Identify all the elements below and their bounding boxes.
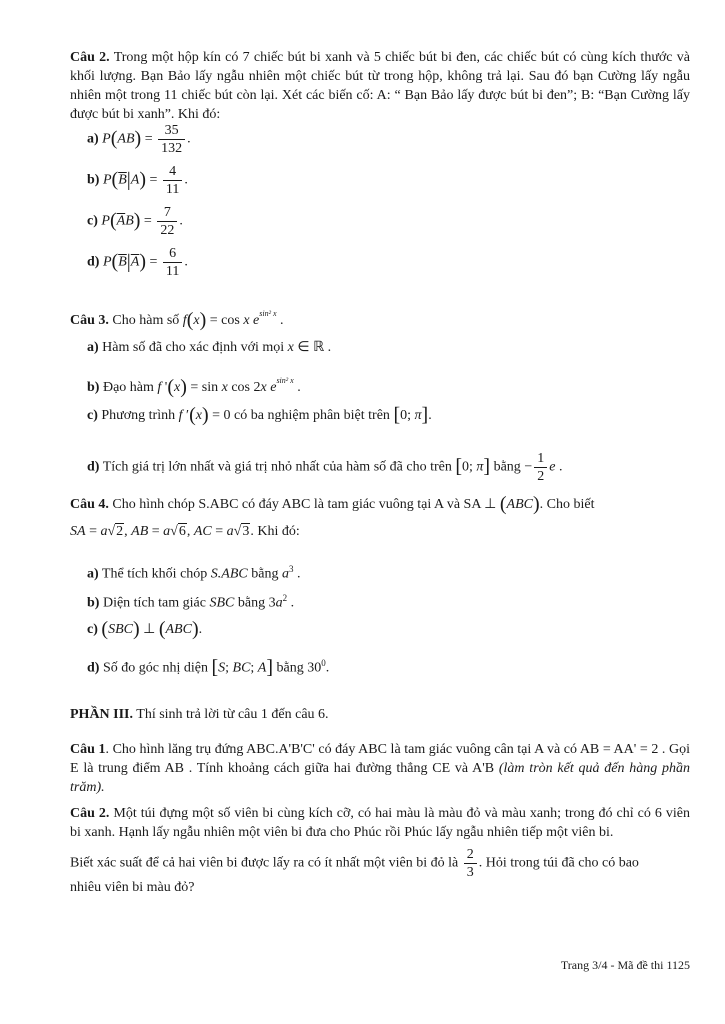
question-text: Trong một hộp kín có 7 chiếc bút bi xanh và 5 chiếc bút bi đen, các chiếc bút có cùng kích thước và khối lượng. Bạn Bảo lấy ngẫu nhiên một chiếc bút từ trong hộp, không trả lại. Sau đó bạn Cường lấy ngẫu nhiên một trong 11 chiếc bút còn lại. Xét các biến cố: A: “ Bạn Bảo lấy được bút bi đen”; B: “Bạn Cường lấy được bút bi xanh”. Khi đó: [70,50,690,122]
option-label: b) [87,172,100,188]
option-label: c) [87,408,98,423]
question-2 [70,48,690,124]
question-3: Câu 3. Cho hàm số f(x) = cos x $e^{sin^2 x}$ . [70,309,284,331]
option-3d: d) Tích giá trị lớn nhất và giá trị nhỏ nhất của hàm số đã cho trên [0; π] bằng − $\frac{1}{2}$ e . [87,451,563,484]
part-3-question-1: Câu 1. Cho hình lăng trụ đứng ABC.A'B'C' có đáy ABC là tam giác vuông cân tại A và có AB = AA' = 2 . Gọi E là trung điểm AB . Tính khoảng cách giữa hai đường thẳng CE và A'B (làm tròn kết quả đến hàng phần trăm). [70,742,690,795]
option-label: d) [87,660,100,676]
option-2d: d) $P(\overline{B}|\overline{A})$ = $\frac{6}{11}$ . [87,246,188,279]
option-4b: b) Diện tích tam giác SBC bằng $3a^2$ . [87,593,295,611]
question-label: Câu 4. [70,497,109,512]
option-label: b) [87,595,100,611]
fraction: $\frac{35}{132}$ [158,122,185,157]
question-label: Câu 2. [70,50,110,65]
option-label: c) [87,213,98,229]
option-label: d) [87,254,100,270]
fraction: $\frac{1}{2}$ [534,450,547,485]
option-2c: c) $P(\overline{A}B)$ = $\frac{7}{22}$ . [87,205,183,238]
part-3-question-2-end: nhiêu viên bi màu đỏ? [70,880,195,895]
option-label: a) [87,566,99,582]
question-4-givens: SA = a√2, AB = a√6, AC = a√3. Khi đó: [70,524,300,539]
option-label: d) [87,459,100,475]
option-label: a) [87,131,99,147]
option-label: b) [87,380,100,395]
option-2a: a) P(AB) = $\frac{35}{132}$ . [87,123,191,156]
option-4d: d) Số đo góc nhị diện [S; BC; A] bằng $30^0$. [87,656,330,679]
fraction: $\frac{7}{22}$ [157,204,177,239]
fraction: $\frac{2}{3}$ [464,846,477,881]
page-footer: Trang 3/4 - Mã đề thi 1125 [560,958,690,972]
option-3c: c) Phương trình f ′(x) = 0 có ba nghiệm phân biệt trên [0; π]. [87,404,432,426]
part-3-question-2-line: Biết xác suất để cả hai viên bi được lấy ra có ít nhất một viên bi đỏ là $\frac{2}{3}$ . Hỏi trong túi đã cho có bao [70,847,639,880]
question-label: Câu 1 [70,742,106,757]
fraction: $\frac{4}{11}$ [163,163,182,198]
question-label: Câu 2. [70,806,110,821]
option-3b: b) Đạo hàm f '(x) = sin x cos 2x $e^{sin^2 x}$ . [87,376,301,398]
option-4c: c) (SBC) ⊥ (ABC). [87,618,203,640]
option-2b: b) $P(\overline{B}|A)$ = $\frac{4}{11}$ . [87,164,188,197]
question-4: Câu 4. Cho hình chóp S.ABC có đáy ABC là tam giác vuông tại A và SA ⊥ (ABC). Cho biết [70,493,595,515]
option-label: a) [87,340,99,355]
fraction: $\frac{6}{11}$ [163,245,182,280]
option-3a: a) Hàm số đã cho xác định với mọi x ∈ ℝ . [87,340,332,355]
part-3-question-2: Câu 2. Một túi đựng một số viên bi cùng kích cỡ, có hai màu là màu đỏ và màu xanh; trong đó chỉ có 6 viên bi xanh. Hạnh lấy ngẫu nhiên một viên bi đưa cho Phúc rồi Phúc lấy ngẫu nhiên tiếp một viên bi. [70,806,690,840]
part-3-heading: PHẦN III. Thí sinh trả lời từ câu 1 đến câu 6. [70,707,329,722]
question-label: Câu 3. [70,313,109,328]
option-label: c) [87,622,98,637]
option-4a: a) Thể tích khối chóp S.ABC bằng $a^3$ . [87,564,301,582]
